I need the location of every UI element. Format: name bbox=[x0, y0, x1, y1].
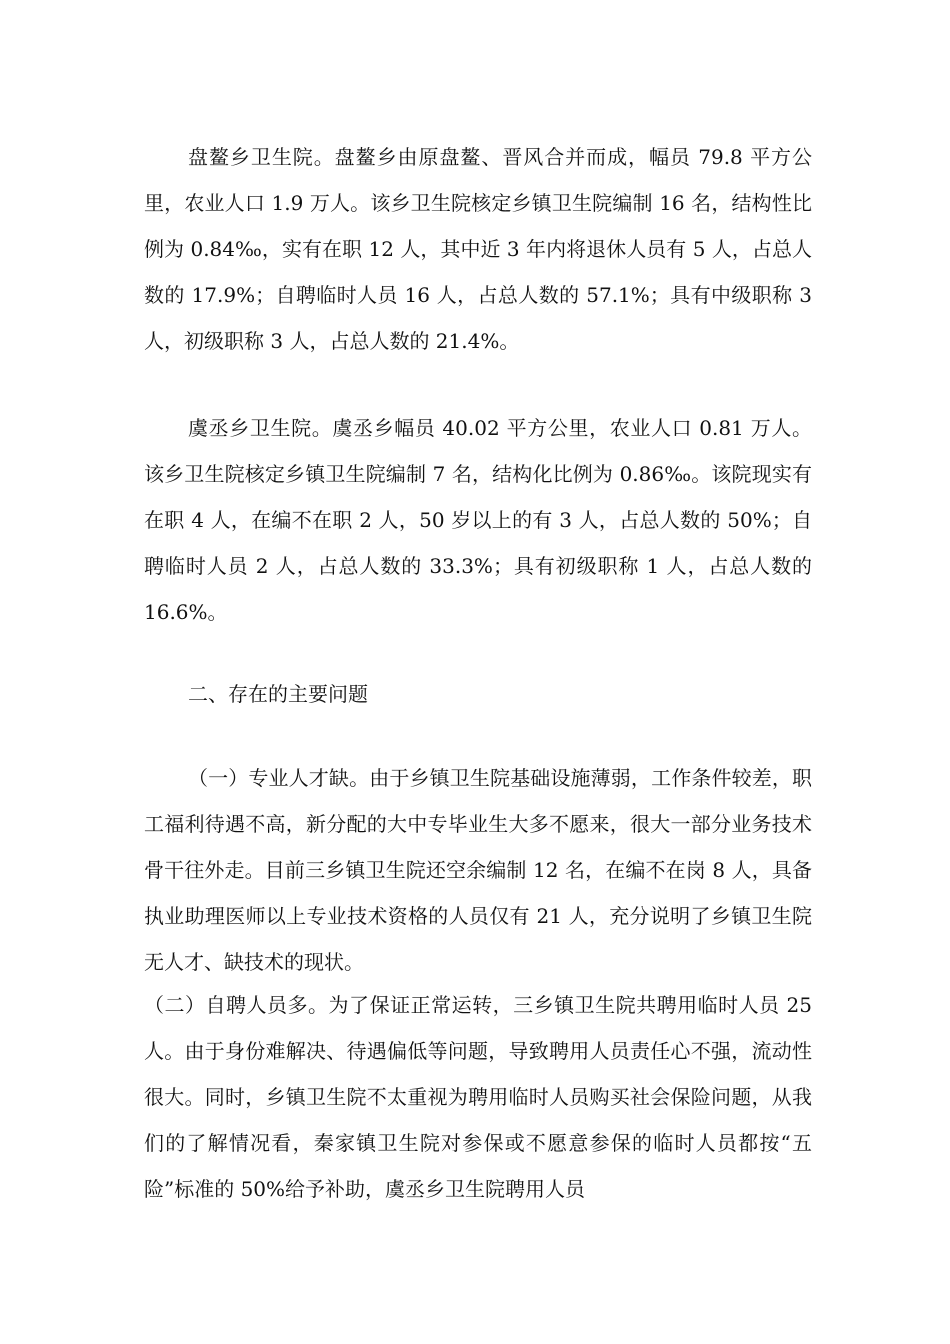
section-heading-main-problems: 二、存在的主要问题 bbox=[188, 682, 368, 706]
paragraph-talent-shortage: （一）专业人才缺。由于乡镇卫生院基础设施薄弱，工作条件较差，职工福利待遇不高，新分配的大中专毕业生大多不愿来，很大一部分业务技术骨干往外走。目前三乡镇卫生院还空余编制 12 名，在编不在岗 8 人，具备执业助理医师以上专业技术资格的人员仅有 21 人，充分说明了乡镇卫生院无人才、缺技术的现状。 bbox=[144, 766, 812, 974]
paragraph-temp-staff: （二）自聘人员多。为了保证正常运转，三乡镇卫生院共聘用临时人员 25 人。由于身份难解决、待遇偏低等问题，导致聘用人员责任心不强，流动性很大。同时，乡镇卫生院不太重视为聘用临时人员购买社会保险问题，从我们的了解情况看，秦家镇卫生院对参保或不愿意参保的临时人员都按“五险”标准的 50%给予补助，虞丞乡卫生院聘用人员 bbox=[144, 993, 812, 1201]
paragraph-panao-health-center: 盘鳌乡卫生院。盘鳌乡由原盘鳌、晋风合并而成，幅员 79.8 平方公里，农业人口 1.9 万人。该乡卫生院核定乡镇卫生院编制 16 名，结构性比例为 0.84‰，实有在职 12 人，其中近 3 年内将退休人员有 5 人，占总人数的 17.9%；自聘临时人员 16 人，占总人数的 57.1%；具有中级职称 3 人，初级职称 3 人，占总人数的 21.4%。 bbox=[144, 145, 812, 353]
paragraph-yucheng-health-center: 虞丞乡卫生院。虞丞乡幅员 40.02 平方公里，农业人口 0.81 万人。该乡卫生院核定乡镇卫生院编制 7 名，结构化比例为 0.86‰。该院现实有在职 4 人，在编不在职 2 人，50 岁以上的有 3 人，占总人数的 50%；自聘临时人员 2 人，占总人数的 33.3%；具有初级职称 1 人，占总人数的 16.6%。 bbox=[144, 416, 812, 624]
